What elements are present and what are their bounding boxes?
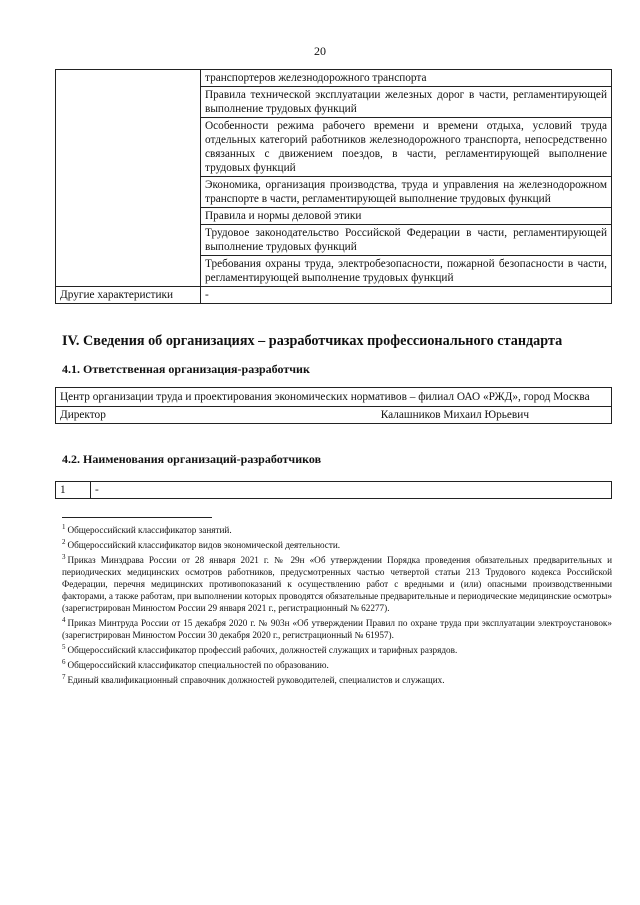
footnote-text: Приказ Минтруда России от 15 декабря 2020 г. № 903н «Об утверждении Правил по охране труда при эксплуатации электроустановок» (зарегистрирован Минюстом России 30 декабря 2020 г., регистрационный № 61957). [62,618,612,641]
footnote-divider [62,517,212,518]
table-cell: Правила технической эксплуатации железных дорог в части, регламентирующей выполнение трудовых функций [201,87,612,118]
footnote-mark: 5 [62,643,66,652]
requirements-table [55,69,612,304]
footnote-text: Общероссийский классификатор специальностей по образованию. [67,660,329,671]
table-label-cell [56,70,201,287]
footnote-mark: 4 [62,616,66,625]
footnote-mark: 6 [62,658,66,667]
table-cell: Экономика, организация производства, труда и управления на железнодорожном транспорте в части, регламентирующей выполнение трудовых функций [201,177,612,208]
table-row [56,287,612,304]
footnote-text: Приказ Минздрава России от 28 января 2021 г. № 29н «Об утверждении Порядка проведения обязательных предварительных и периодических медицинских осмотров работников, предусмотренных частью четвертой статьи 213 Трудового кодекса Российской Федерации, перечня медицинских противопоказаний к осуществлению работ с вредными и (или) опасными производственными факторами, а также работам, при выполнении которых проводятся обязательные предварительные и периодические медицинские осмотры» (зарегистрирован Минюстом России 29 января 2021 г., регистрационный № 62277). [62,555,612,614]
footnote-text: Общероссийский классификатор профессий рабочих, должностей служащих и тарифных разрядов. [67,645,458,656]
table-label-cell: Другие характеристики [56,287,201,304]
footnote [62,671,612,686]
footnote-text: Общероссийский классификатор занятий. [67,525,232,536]
table-row [56,482,612,499]
footnote [62,536,612,551]
table-cell: транспортеров железнодорожного транспорта [201,70,612,87]
footnote-text: Общероссийский классификатор видов экономической деятельности. [67,540,341,551]
footnote [62,614,612,641]
subsection-heading-responsible: 4.1. Ответственная организация-разработчик [62,362,310,376]
table-row [56,70,612,87]
footnote [62,656,612,671]
footnote [62,641,612,656]
row-number: 1 [56,482,91,499]
responsible-organization-box [55,387,612,424]
footnote-mark: 7 [62,673,66,682]
section-heading: IV. Сведения об организациях – разработчиках профессионального стандарта [62,333,563,349]
organization-name: Центр организации труда и проектирования экономических нормативов – филиал ОАО «РЖД», город Москва [56,388,611,407]
page-number: 20 [314,44,326,58]
table-cell: - [201,287,612,304]
director-position: Директор [60,409,106,421]
footnote-mark: 1 [62,523,66,531]
footnote [62,521,612,536]
footnote-mark: 2 [62,538,66,547]
director-row [56,407,611,423]
footnote-text: Единый квалификационный справочник должностей руководителей, специалистов и служащих. [67,675,445,686]
director-name: Калашников Михаил Юрьевич [380,409,529,421]
developers-table [55,481,612,499]
footnote [62,551,612,614]
subsection-heading-developers: 4.2. Наименования организаций-разработчиков [62,452,322,466]
developer-name: - [91,482,612,499]
table-cell: Требования охраны труда, электробезопасности, пожарной безопасности в части, регламентирующей выполнение трудовых функций [201,256,612,287]
footnotes [62,521,612,686]
table-cell: Особенности режима рабочего времени и времени отдыха, условий труда отдельных категорий работников железнодорожного транспорта, непосредственно связанных с движением поездов, в части, регламентирующей выполнение трудовых функций [201,118,612,177]
table-cell: Трудовое законодательство Российской Федерации в части, регламентирующей выполнение трудовых функций [201,225,612,256]
table-cell: Правила и нормы деловой этики [201,208,612,225]
footnote-mark: 3 [62,553,66,562]
